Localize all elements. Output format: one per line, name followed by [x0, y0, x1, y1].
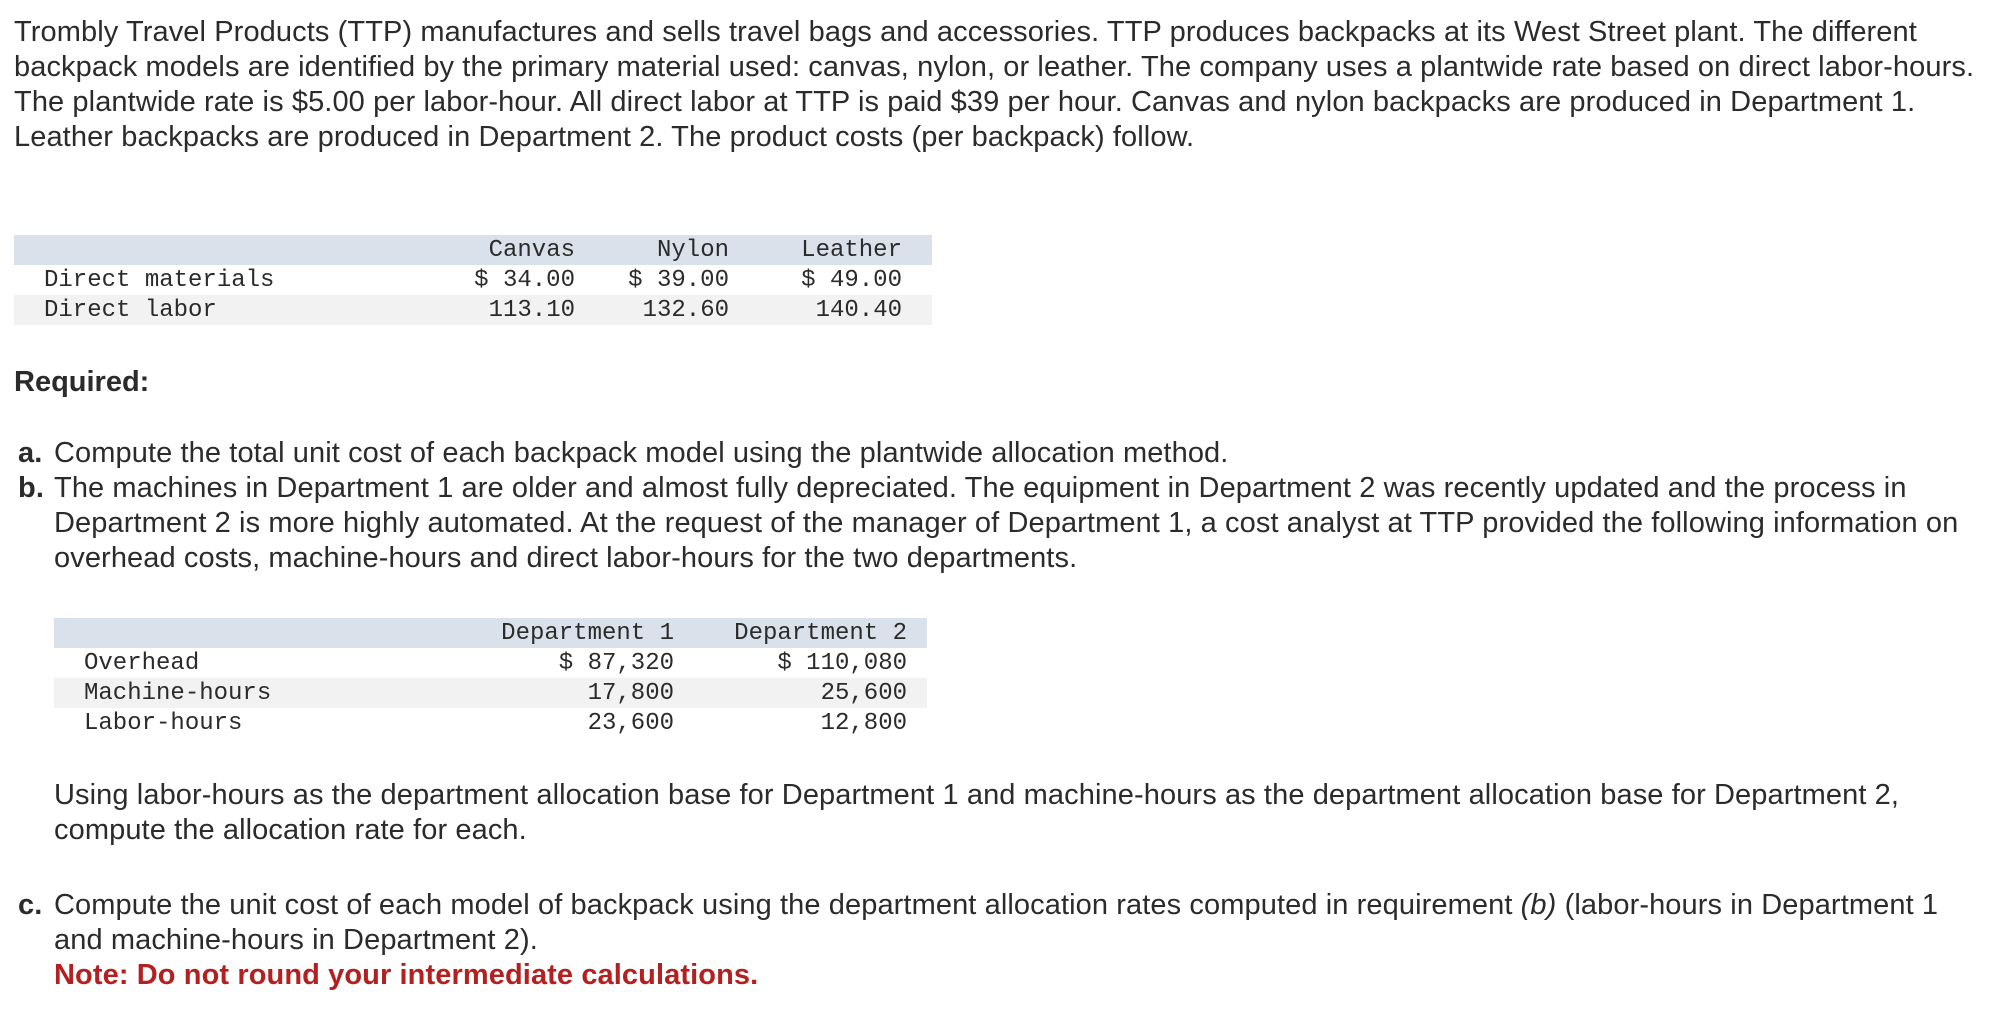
- table-row: [54, 678, 927, 708]
- table-header-row: [14, 235, 932, 265]
- table-cell: 132.60: [642, 296, 729, 324]
- requirements-list: [18, 436, 1978, 576]
- table-cell: $ 110,080: [777, 649, 907, 677]
- header-department-1: Department 1: [501, 619, 674, 647]
- requirement-a: [18, 436, 1978, 471]
- required-heading: Required:: [14, 366, 150, 398]
- table-cell: $ 49.00: [801, 266, 902, 294]
- requirement-c: [18, 888, 1978, 993]
- header-department-2: Department 2: [734, 619, 907, 647]
- table-row: [54, 648, 927, 678]
- table-cell: $ 39.00: [628, 266, 729, 294]
- requirement-letter: a.: [18, 437, 43, 469]
- requirement-b-followup: Using labor-hours as the department allocation base for Department 1 and machine-hours as the department allocation base for Department 2, compute the allocation rate for each.: [54, 779, 1900, 846]
- requirement-b: [18, 471, 1978, 576]
- requirement-text: The machines in Department 1 are older and almost fully depreciated. The equipment in Department 2 was recently updated and the process in Department 2 is more highly automated. At the request of the manager of Department 1, a cost analyst at TTP provided the following information on overhead costs, machine-hours and direct labor-hours for the two departments.: [54, 472, 1959, 574]
- table-cell: 25,600: [820, 679, 907, 707]
- row-label: Overhead: [84, 649, 200, 677]
- department-info-table: [54, 618, 927, 738]
- requirement-c-body: [18, 888, 1978, 993]
- header-cell: [14, 235, 424, 265]
- header-nylon: Nylon: [656, 236, 729, 264]
- requirement-letter: c.: [18, 889, 43, 921]
- row-label: Labor-hours: [84, 709, 243, 737]
- requirement-text: Compute the total unit cost of each backpack model using the plantwide allocation method.: [54, 437, 1229, 469]
- row-label: Machine-hours: [84, 679, 272, 707]
- table-cell: 113.10: [488, 296, 575, 324]
- table-cell: 140.40: [815, 296, 902, 324]
- intro-paragraph: Trombly Travel Products (TTP) manufactures and sells travel bags and accessories. TTP produces backpacks at its West Street plant. The different backpack models are identified by the primary material used: canvas, nylon, or leather. The company uses a plantwide rate based on direct labor-hours. The plantwide rate is $5.00 per labor-hour. All direct labor at TTP is paid $39 per hour. Canvas and nylon backpacks are produced in Department 1. Leather backpacks are produced in Department 2. The product costs (per backpack) follow.: [14, 16, 1975, 153]
- header-leather: Leather: [801, 236, 902, 264]
- table-row: [54, 708, 927, 738]
- table-row: [14, 265, 932, 295]
- table-cell: 12,800: [820, 709, 907, 737]
- table-cell: 23,600: [587, 709, 674, 737]
- product-costs-table: [14, 235, 932, 325]
- row-label: Direct materials: [44, 266, 275, 294]
- requirement-letter: b.: [18, 472, 44, 504]
- header-cell: [54, 618, 484, 648]
- row-label: Direct labor: [44, 296, 217, 324]
- table-cell: 17,800: [587, 679, 674, 707]
- table-header-row: [54, 618, 927, 648]
- table-cell: $ 87,320: [558, 649, 674, 677]
- rounding-note: Note: Do not round your intermediate calculations.: [54, 959, 759, 991]
- header-canvas: Canvas: [488, 236, 575, 264]
- requirement-text: Compute the unit cost of each model of backpack using the department allocation rates computed in requirement: [54, 889, 1521, 921]
- table-cell: $ 34.00: [474, 266, 575, 294]
- requirement-reference: (b): [1520, 889, 1557, 921]
- requirement-text: (labor-hours in Department 1 and machine-hours in Department 2).: [54, 889, 1939, 956]
- table-row: [14, 295, 932, 325]
